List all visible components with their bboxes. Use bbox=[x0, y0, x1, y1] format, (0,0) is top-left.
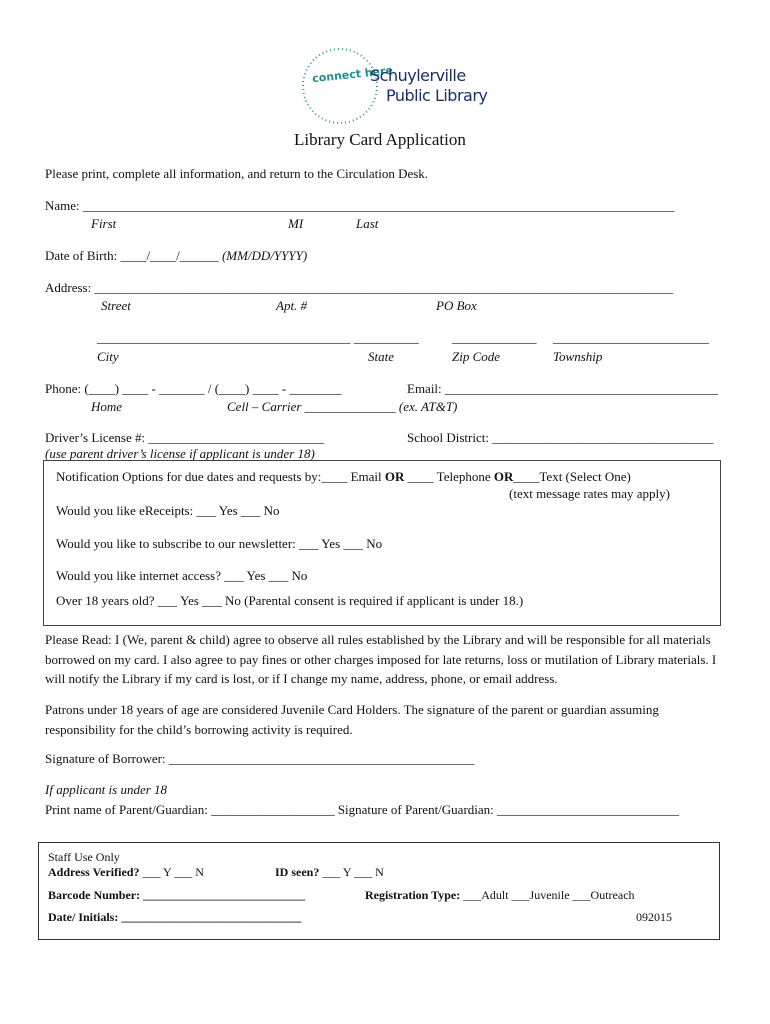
id-seen-label: ID seen? bbox=[275, 865, 320, 879]
notify-or-1: OR bbox=[384, 469, 405, 484]
address-street-label: Street bbox=[101, 298, 131, 313]
juvenile-note: Patrons under 18 years of age are considered Juvenile Card Holders. The signature of the parent or guardian assuming responsibility for the child’s borrowing activity is required. bbox=[45, 702, 659, 737]
newsletter-option[interactable]: Would you like to subscribe to our newsletter: ___ Yes ___ No bbox=[56, 536, 383, 551]
name-field[interactable]: Name: ___________________________________________________________________________________________ bbox=[45, 198, 675, 213]
name-first-label: First bbox=[91, 216, 117, 231]
staff-heading: Staff Use Only bbox=[48, 850, 120, 864]
address-city-label: City bbox=[97, 349, 119, 364]
logo-tagline: connect here bbox=[311, 63, 394, 86]
phone-field[interactable]: Phone: (____) ____ - _______ / (____) ____ - ________ bbox=[45, 381, 342, 396]
zip-field[interactable]: _____________ bbox=[452, 330, 537, 345]
address-apt-label: Apt. # bbox=[276, 298, 308, 313]
address-verified-options: ___ Y ___ N bbox=[139, 865, 204, 879]
logo-name-line2: Public Library bbox=[386, 86, 488, 105]
address-zip-label: Zip Code bbox=[452, 349, 501, 364]
date-initials-field[interactable]: Date/ Initials: ______________________________ bbox=[48, 910, 302, 924]
barcode-field[interactable]: Barcode Number: ___________________________ bbox=[48, 888, 306, 902]
address-township-label: Township bbox=[553, 349, 603, 364]
address-field[interactable]: Address: _________________________________________________________________________________________ bbox=[45, 280, 673, 295]
notify-text-c: ____Text (Select One) bbox=[513, 469, 631, 484]
notify-or-2: OR bbox=[493, 469, 514, 484]
over-18-option[interactable]: Over 18 years old? ___ Yes ___ No (Parental consent is required if applicant is under 18.) bbox=[56, 593, 524, 608]
address-verified-field[interactable] bbox=[48, 865, 204, 880]
dob-format: (MM/DD/YYYY) bbox=[221, 248, 308, 263]
phone-cell-label: Cell – Carrier ______________ (ex. AT&T) bbox=[227, 399, 458, 414]
email-field[interactable]: Email: __________________________________________ bbox=[407, 381, 718, 396]
logo-name-line1: Schuylerville bbox=[370, 66, 466, 85]
library-logo bbox=[300, 46, 488, 126]
agreement-text: Please Read: I (We, parent & child) agree to observe all rules established by the Library and will be responsible for all materials borrowed on my card. I also agree to pay fines or other charges imposed for late returns, loss or mutilation of Library materials. I will notify the Library if my card is lost, or if I change my name, address, phone, or email address. bbox=[45, 632, 717, 686]
notify-text-b: ____ Telephone bbox=[404, 469, 494, 484]
school-district-field[interactable]: School District: __________________________________ bbox=[407, 430, 714, 445]
phone-home-label: Home bbox=[91, 399, 123, 414]
address-state-label: State bbox=[368, 349, 394, 364]
borrower-signature-field[interactable]: Signature of Borrower: _______________________________________________ bbox=[45, 751, 475, 766]
guardian-fields[interactable]: Print name of Parent/Guardian: ___________________ Signature of Parent/Guardian: ____________________________ bbox=[45, 802, 680, 817]
text-rates-note: (text message rates may apply) bbox=[509, 486, 670, 501]
name-last-label: Last bbox=[356, 216, 379, 231]
form-code: 092015 bbox=[636, 910, 672, 924]
name-mi-label: MI bbox=[288, 216, 304, 231]
dob-label: Date of Birth: ____/____/______ bbox=[45, 248, 219, 263]
id-seen-field[interactable] bbox=[275, 865, 384, 880]
notify-text-a: Notification Options for due dates and requests by:____ Email bbox=[56, 469, 385, 484]
address-pobox-label: PO Box bbox=[436, 298, 477, 313]
registration-type-label: Registration Type: bbox=[365, 888, 461, 902]
registration-type-field[interactable] bbox=[365, 888, 635, 903]
address-verified-label: Address Verified? bbox=[48, 865, 140, 879]
notification-options[interactable] bbox=[56, 469, 631, 485]
ereceipts-option[interactable]: Would you like eReceipts: ___ Yes ___ No bbox=[56, 503, 280, 518]
drivers-license-field[interactable]: Driver’s License #: ___________________________ bbox=[45, 430, 324, 445]
license-note: (use parent driver’s license if applicant is under 18) bbox=[45, 446, 315, 461]
dob-field[interactable] bbox=[45, 248, 307, 264]
internet-access-option[interactable]: Would you like internet access? ___ Yes ___ No bbox=[56, 568, 308, 583]
city-state-field[interactable]: _______________________________________ __________ bbox=[97, 330, 419, 345]
under-18-heading: If applicant is under 18 bbox=[45, 782, 168, 797]
instructions: Please print, complete all information, and return to the Circulation Desk. bbox=[45, 166, 429, 181]
township-field[interactable]: ________________________ bbox=[553, 330, 709, 345]
id-seen-options: ___ Y ___ N bbox=[319, 865, 384, 879]
page-title: Library Card Application bbox=[294, 130, 466, 149]
registration-type-options: ___Adult ___Juvenile ___Outreach bbox=[460, 888, 635, 902]
